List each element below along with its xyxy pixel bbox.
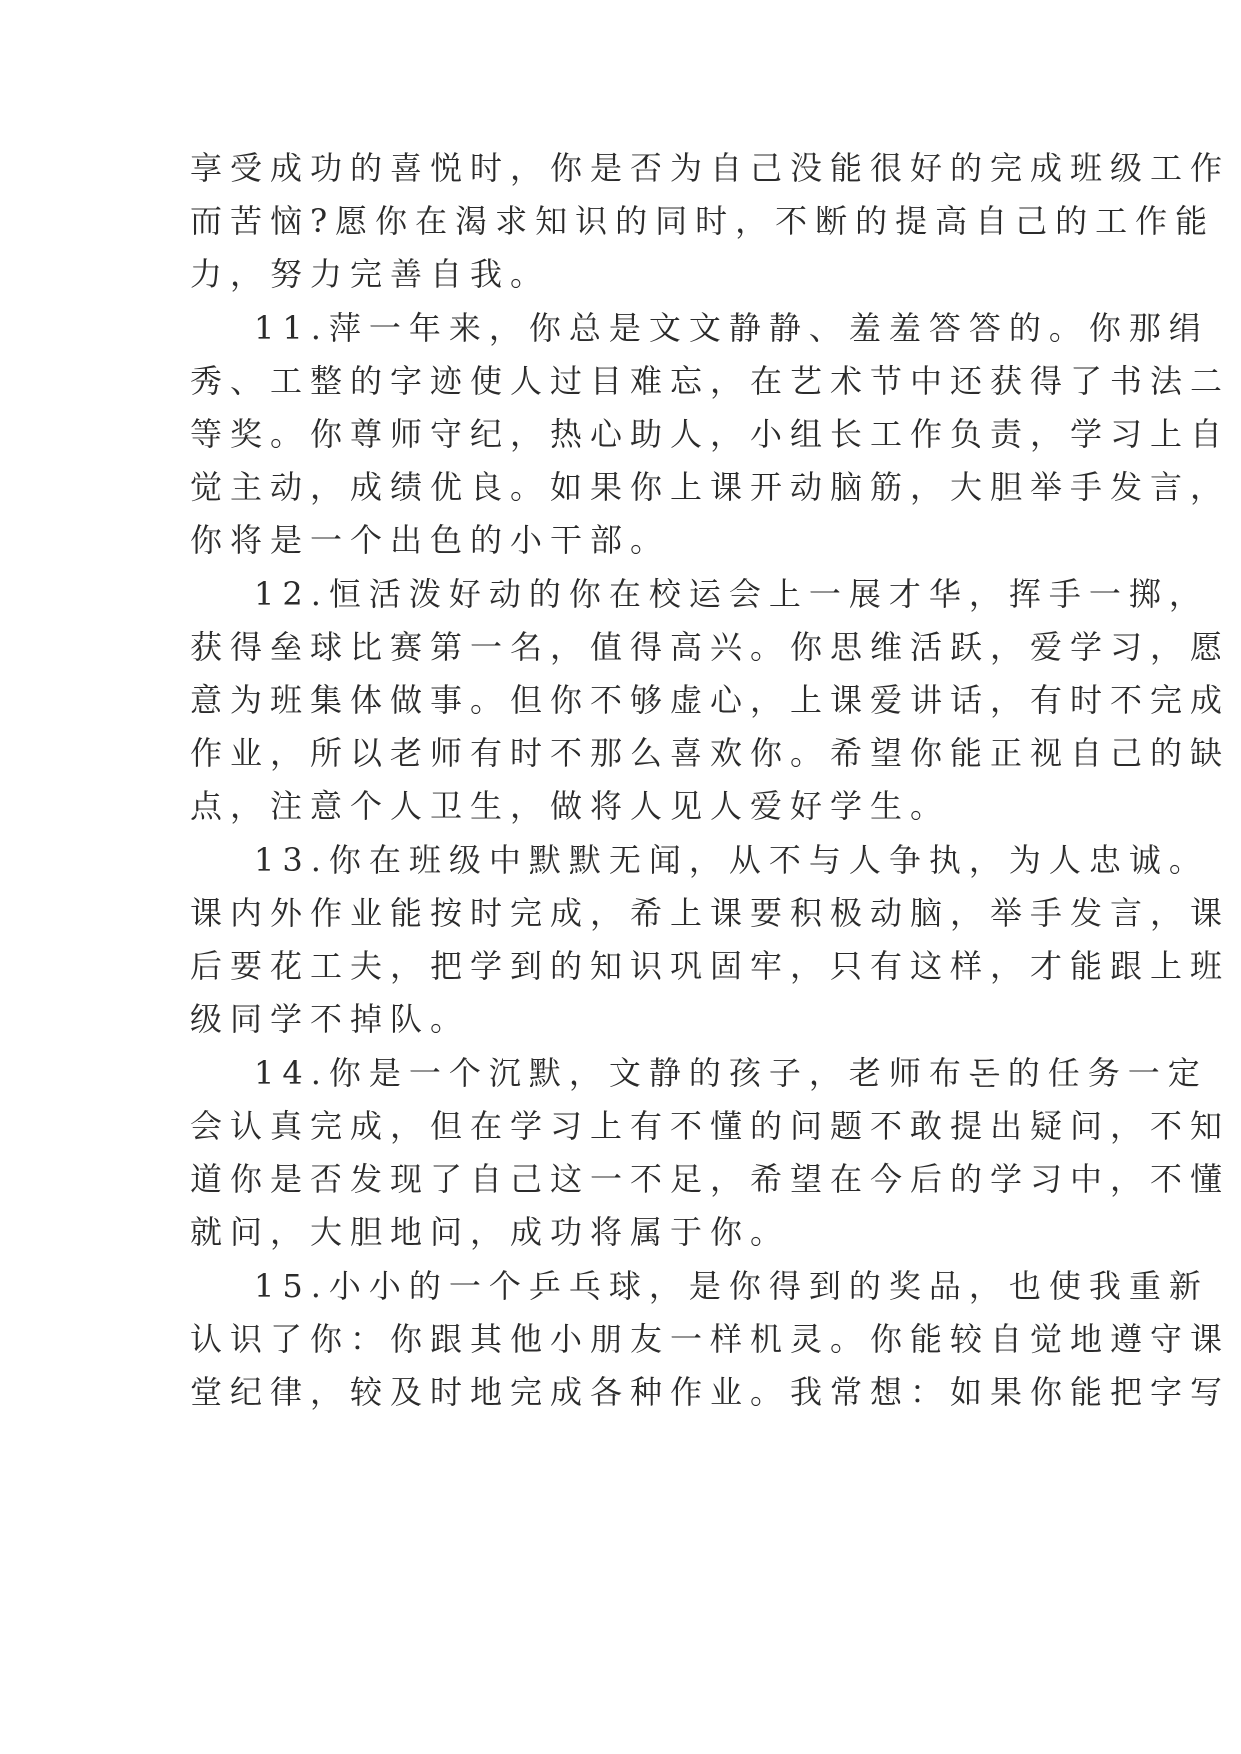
text-line: 作业，所以老师有时不那么喜欢你。希望你能正视自己的缺	[190, 734, 1231, 772]
text-line: 就问，大胆地问，成功将属于你。	[190, 1213, 791, 1251]
text-line: 级同学不掉队。	[190, 1000, 471, 1038]
paragraph-15-first-line: 15.小小的一个乒乓球，是你得到的奖品，也使我重新	[254, 1267, 1209, 1305]
text-line: 而苦恼?愿你在渴求知识的同时，不断的提高自己的工作能	[190, 202, 1216, 240]
text-line: 获得垒球比赛第一名，值得高兴。你思维活跃，爱学习，愿	[190, 628, 1231, 666]
paragraph-11-first-line: 11.萍一年来，你总是文文静静、羞羞答答的。你那绢	[254, 309, 1209, 347]
text-line: 秀、工整的字迹使人过目难忘，在艺术节中还获得了书法二	[190, 362, 1231, 400]
paragraph-12-first-line: 12.恒活泼好动的你在校运会上一展才华，挥手一掷，	[254, 575, 1209, 613]
text-line: 享受成功的喜悦时，你是否为自己没能很好的完成班级工作	[190, 149, 1231, 187]
text-line: 道你是否发现了自己这一不足，希望在今后的学习中，不懂	[190, 1160, 1231, 1198]
text-line: 力，努力完善自我。	[190, 255, 551, 293]
paragraph-14-first-line: 14.你是一个沉默，文静的孩子，老师布돈的任务一定	[254, 1054, 1208, 1092]
text-line: 等奖。你尊师守纪，热心助人，小组长工作负责，学习上自	[190, 415, 1231, 453]
text-line: 觉主动，成绩优良。如果你上课开动脑筋，大胆举手发言，	[190, 468, 1231, 506]
paragraph-13-first-line: 13.你在班级中默默无闻，从不与人争执，为人忠诚。	[254, 841, 1209, 879]
text-line: 后要花工夫，把学到的知识巩固牢，只有这样，才能跟上班	[190, 947, 1231, 985]
text-line: 你将是一个出色的小干部。	[190, 521, 671, 559]
text-line: 会认真完成，但在学习上有不懂的问题不敢提出疑问，不知	[190, 1107, 1231, 1145]
text-line: 意为班集体做事。但你不够虚心，上课爱讲话，有时不完成	[190, 681, 1231, 719]
text-line: 认识了你：你跟其他小朋友一样机灵。你能较自觉地遵守课	[190, 1320, 1231, 1358]
text-line: 堂纪律，较及时地完成各种作业。我常想：如果你能把字写	[190, 1373, 1231, 1411]
text-line: 点，注意个人卫生，做将人见人爱好学生。	[190, 787, 951, 825]
text-line: 课内外作业能按时完成，希上课要积极动脑，举手发言，课	[190, 894, 1231, 932]
